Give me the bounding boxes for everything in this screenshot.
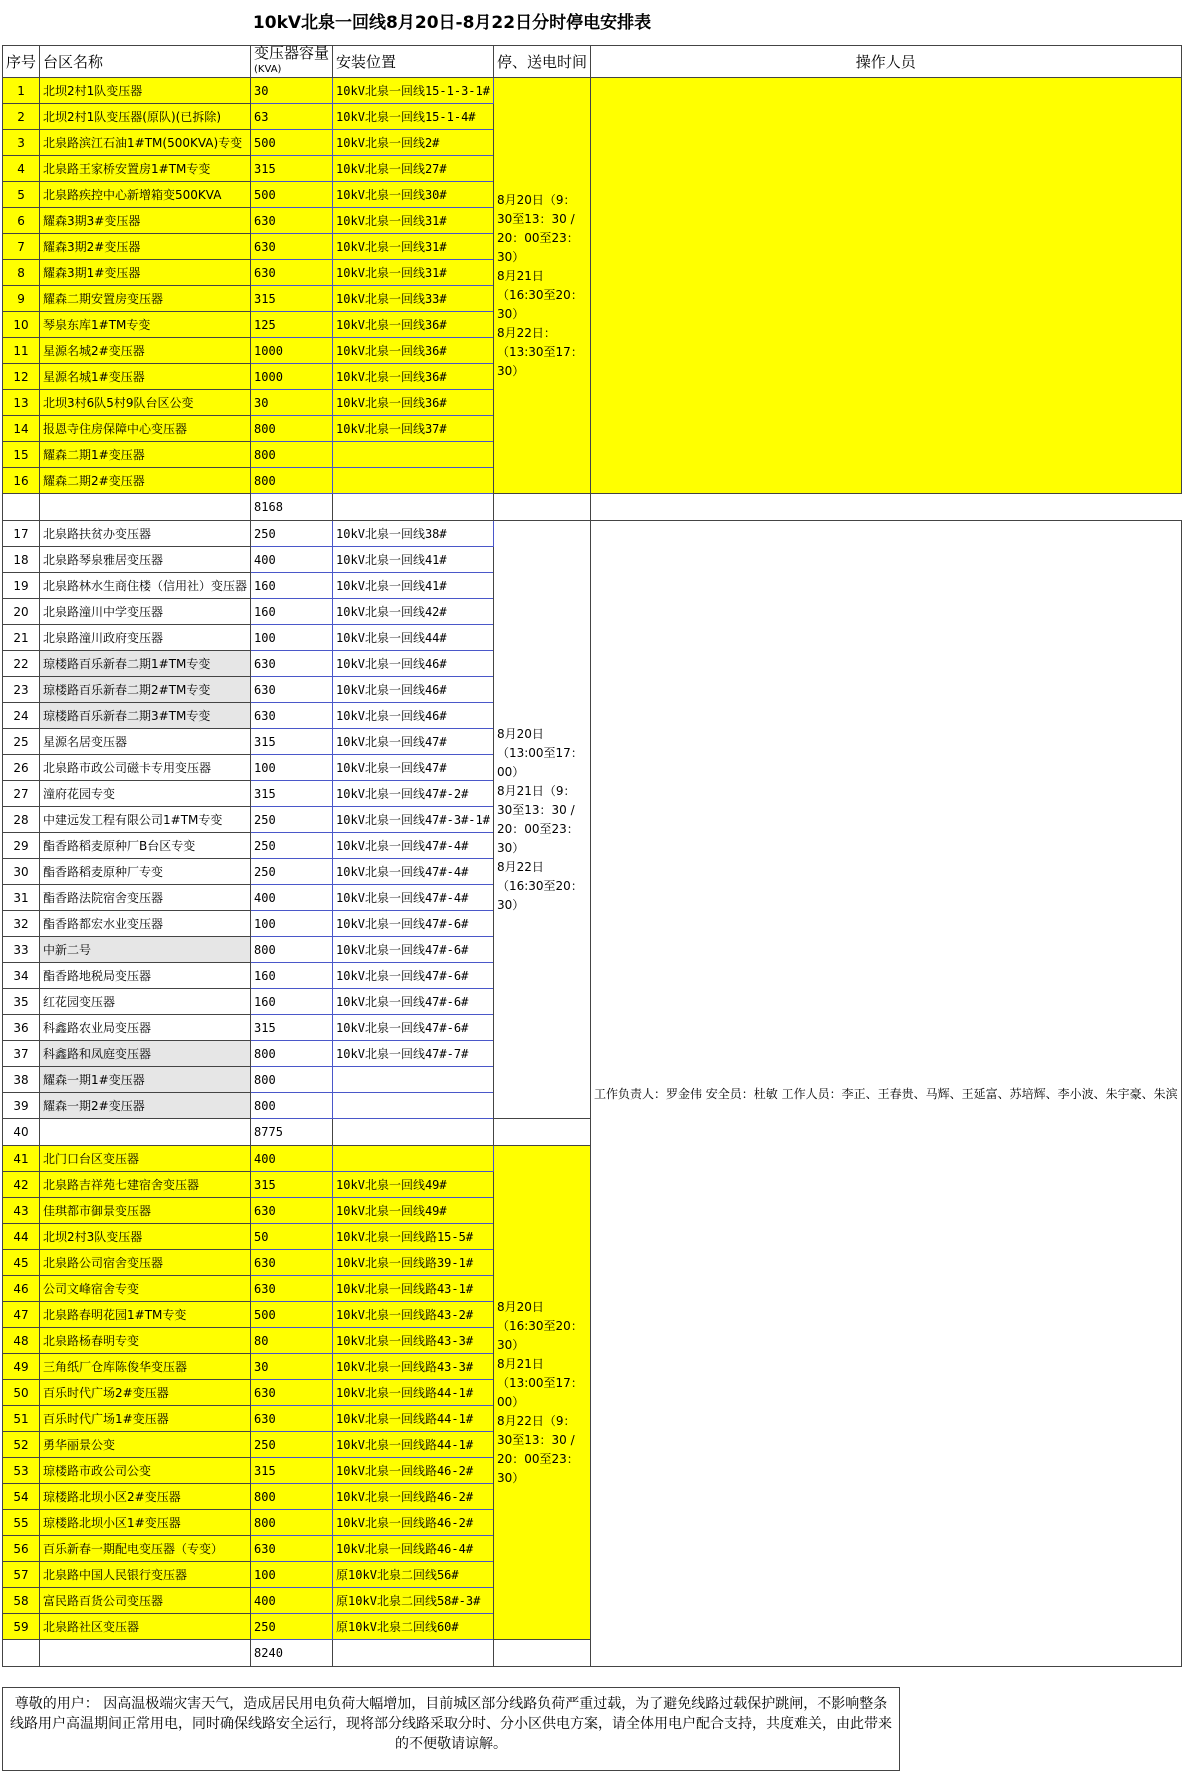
cell-capacity[interactable]: 630 bbox=[251, 651, 333, 677]
cell-seq[interactable]: 45 bbox=[3, 1250, 40, 1276]
cell-capacity[interactable]: 400 bbox=[251, 1146, 333, 1172]
cell-location[interactable]: 10kV北泉一回线31# bbox=[333, 260, 494, 286]
cell-subtotal-blank[interactable] bbox=[493, 1640, 590, 1667]
cell-name[interactable]: 报恩寺住房保障中心变压器 bbox=[40, 416, 251, 442]
cell-location[interactable]: 10kV北泉一回线47#-6# bbox=[333, 937, 494, 963]
cell-seq[interactable]: 28 bbox=[3, 807, 40, 833]
cell-capacity[interactable]: 630 bbox=[251, 1276, 333, 1302]
cell-location[interactable]: 10kV北泉一回线15-1-3-1# bbox=[333, 78, 494, 104]
cell-location[interactable]: 10kV北泉一回线36# bbox=[333, 338, 494, 364]
cell-name[interactable]: 中建远发工程有限公司1#TM专变 bbox=[40, 807, 251, 833]
cell-name[interactable]: 北泉路滨江石油1#TM(500KVA)专变 bbox=[40, 130, 251, 156]
cell-location[interactable]: 10kV北泉一回线36# bbox=[333, 312, 494, 338]
cell-capacity[interactable]: 630 bbox=[251, 703, 333, 729]
cell-seq[interactable]: 19 bbox=[3, 573, 40, 599]
cell-location[interactable]: 10kV北泉一回线47#-4# bbox=[333, 885, 494, 911]
table-body bbox=[3, 78, 1182, 1667]
cell-capacity[interactable]: 800 bbox=[251, 442, 333, 468]
cell-seq[interactable]: 39 bbox=[3, 1093, 40, 1119]
cell-name[interactable]: 酯香路稻麦原种厂专变 bbox=[40, 859, 251, 885]
cell-capacity[interactable]: 315 bbox=[251, 1458, 333, 1484]
cell-capacity[interactable]: 30 bbox=[251, 390, 333, 416]
cell-location[interactable]: 10kV北泉一回线47#-6# bbox=[333, 963, 494, 989]
cell-capacity[interactable]: 500 bbox=[251, 130, 333, 156]
cell-name[interactable]: 勇华丽景公变 bbox=[40, 1432, 251, 1458]
cell-capacity[interactable]: 100 bbox=[251, 755, 333, 781]
cell-location[interactable]: 原10kV北泉二回线58#-3# bbox=[333, 1588, 494, 1614]
cell-seq[interactable]: 35 bbox=[3, 989, 40, 1015]
cell-capacity[interactable]: 630 bbox=[251, 260, 333, 286]
cell-name[interactable]: 星源名城1#变压器 bbox=[40, 364, 251, 390]
cell-seq[interactable]: 37 bbox=[3, 1041, 40, 1067]
notice-text: 尊敬的用户： 因高温极端灾害天气，造成居民用电负荷大幅增加，目前城区部分线路负荷严重过载，为了避免线路过载保护跳闸，不影响整条线路用户高温期间正常用电，同时确保线路安全运行，现将部分线路采取分时、分小区供电方案，请全体用电户配合支持，共度难关，由此带来的不便敬请谅解。 bbox=[2, 1687, 900, 1771]
cell-location[interactable]: 10kV北泉一回线路43-3# bbox=[333, 1328, 494, 1354]
cell-location[interactable]: 10kV北泉一回线路43-2# bbox=[333, 1302, 494, 1328]
cell-name[interactable]: 耀森二期2#变压器 bbox=[40, 468, 251, 494]
cell-location[interactable]: 10kV北泉一回线47#-4# bbox=[333, 833, 494, 859]
cell-subtotal-seq[interactable] bbox=[3, 494, 40, 521]
cell-location[interactable]: 10kV北泉一回线47#-2# bbox=[333, 781, 494, 807]
cell-name[interactable]: 北泉路公司宿舍变压器 bbox=[40, 1250, 251, 1276]
cell-name[interactable]: 潼府花园专变 bbox=[40, 781, 251, 807]
cell-location[interactable]: 10kV北泉一回线47#-6# bbox=[333, 911, 494, 937]
cell-location[interactable]: 10kV北泉一回线41# bbox=[333, 573, 494, 599]
cell-seq[interactable]: 21 bbox=[3, 625, 40, 651]
cell-name[interactable]: 北坝2村1队变压器 bbox=[40, 78, 251, 104]
cell-capacity[interactable]: 100 bbox=[251, 625, 333, 651]
cell-name[interactable]: 耀森二期1#变压器 bbox=[40, 442, 251, 468]
cell-seq[interactable]: 23 bbox=[3, 677, 40, 703]
cell-name[interactable]: 北泉路林水生商住楼（信用社）变压器 bbox=[40, 573, 251, 599]
cell-capacity[interactable]: 1000 bbox=[251, 338, 333, 364]
cell-seq[interactable]: 11 bbox=[3, 338, 40, 364]
cell-name[interactable]: 中新二号 bbox=[40, 937, 251, 963]
cell-seq[interactable]: 42 bbox=[3, 1172, 40, 1198]
cell-name[interactable]: 科鑫路和凤庭变压器 bbox=[40, 1041, 251, 1067]
cell-capacity[interactable]: 50 bbox=[251, 1224, 333, 1250]
cell-name[interactable]: 北泉路扶贫办变压器 bbox=[40, 521, 251, 547]
cell-seq[interactable]: 13 bbox=[3, 390, 40, 416]
cell-location[interactable]: 10kV北泉一回线路39-1# bbox=[333, 1250, 494, 1276]
cell-capacity[interactable]: 63 bbox=[251, 104, 333, 130]
cell-seq[interactable]: 55 bbox=[3, 1510, 40, 1536]
cell-seq[interactable]: 10 bbox=[3, 312, 40, 338]
cell-capacity[interactable]: 800 bbox=[251, 1067, 333, 1093]
header-location[interactable]: 安装位置 bbox=[333, 46, 494, 78]
cell-name[interactable]: 科鑫路农业局变压器 bbox=[40, 1015, 251, 1041]
cell-capacity[interactable]: 800 bbox=[251, 1484, 333, 1510]
cell-location[interactable]: 10kV北泉一回线路46-2# bbox=[333, 1510, 494, 1536]
cell-capacity[interactable]: 160 bbox=[251, 989, 333, 1015]
cell-capacity[interactable]: 30 bbox=[251, 78, 333, 104]
cell-name[interactable]: 北泉路吉祥苑七建宿舍变压器 bbox=[40, 1172, 251, 1198]
cell-capacity[interactable]: 250 bbox=[251, 807, 333, 833]
cell-seq[interactable]: 12 bbox=[3, 364, 40, 390]
cell-capacity[interactable]: 250 bbox=[251, 521, 333, 547]
cell-name[interactable]: 北泉路杨春明专变 bbox=[40, 1328, 251, 1354]
subtotal-row bbox=[3, 494, 1182, 521]
header-capacity-line1: 变压器容量 bbox=[254, 44, 330, 62]
cell-seq[interactable]: 49 bbox=[3, 1354, 40, 1380]
cell-seq[interactable]: 25 bbox=[3, 729, 40, 755]
cell-capacity[interactable]: 800 bbox=[251, 1510, 333, 1536]
cell-seq[interactable]: 57 bbox=[3, 1562, 40, 1588]
cell-location[interactable] bbox=[333, 468, 494, 494]
cell-name[interactable]: 公司文峰宿舍专变 bbox=[40, 1276, 251, 1302]
cell-name[interactable]: 星源名居变压器 bbox=[40, 729, 251, 755]
cell-subtotal-capacity[interactable]: 8775 bbox=[251, 1119, 333, 1146]
cell-name[interactable]: 星源名城2#变压器 bbox=[40, 338, 251, 364]
cell-seq[interactable]: 7 bbox=[3, 234, 40, 260]
cell-capacity[interactable]: 630 bbox=[251, 1250, 333, 1276]
cell-seq[interactable]: 38 bbox=[3, 1067, 40, 1093]
cell-location[interactable]: 10kV北泉一回线42# bbox=[333, 599, 494, 625]
header-time[interactable]: 停、送电时间 bbox=[493, 46, 590, 78]
cell-seq[interactable]: 6 bbox=[3, 208, 40, 234]
cell-capacity[interactable]: 250 bbox=[251, 833, 333, 859]
cell-location[interactable]: 10kV北泉一回线33# bbox=[333, 286, 494, 312]
cell-seq[interactable]: 14 bbox=[3, 416, 40, 442]
cell-name[interactable]: 耀森3期1#变压器 bbox=[40, 260, 251, 286]
header-capacity[interactable] bbox=[251, 46, 333, 78]
cell-operator[interactable] bbox=[590, 78, 1181, 494]
cell-seq[interactable]: 30 bbox=[3, 859, 40, 885]
cell-subtotal-blank[interactable] bbox=[333, 1119, 494, 1146]
cell-capacity[interactable]: 630 bbox=[251, 234, 333, 260]
cell-name[interactable]: 琼楼路百乐新春二期2#TM专变 bbox=[40, 677, 251, 703]
cell-subtotal-capacity[interactable]: 8240 bbox=[251, 1640, 333, 1667]
cell-location[interactable]: 10kV北泉一回线37# bbox=[333, 416, 494, 442]
cell-capacity[interactable]: 630 bbox=[251, 1380, 333, 1406]
cell-capacity[interactable]: 630 bbox=[251, 1536, 333, 1562]
cell-capacity[interactable]: 400 bbox=[251, 885, 333, 911]
cell-subtotal-blank[interactable] bbox=[333, 1640, 494, 1667]
cell-capacity[interactable]: 630 bbox=[251, 208, 333, 234]
table-row bbox=[3, 521, 1182, 547]
cell-capacity[interactable]: 500 bbox=[251, 1302, 333, 1328]
cell-name[interactable]: 北泉路社区变压器 bbox=[40, 1614, 251, 1640]
cell-capacity[interactable]: 125 bbox=[251, 312, 333, 338]
cell-seq[interactable]: 59 bbox=[3, 1614, 40, 1640]
cell-name[interactable]: 百乐新春一期配电变压器（专变） bbox=[40, 1536, 251, 1562]
cell-seq[interactable]: 52 bbox=[3, 1432, 40, 1458]
cell-capacity[interactable]: 100 bbox=[251, 1562, 333, 1588]
cell-seq[interactable]: 24 bbox=[3, 703, 40, 729]
cell-location[interactable]: 10kV北泉一回线路46-4# bbox=[333, 1536, 494, 1562]
cell-name[interactable]: 北泉路潼川中学变压器 bbox=[40, 599, 251, 625]
cell-location[interactable]: 10kV北泉一回线47#-6# bbox=[333, 989, 494, 1015]
cell-capacity[interactable]: 250 bbox=[251, 1432, 333, 1458]
cell-name[interactable]: 酯香路法院宿舍变压器 bbox=[40, 885, 251, 911]
cell-name[interactable]: 酯香路都宏水业变压器 bbox=[40, 911, 251, 937]
cell-capacity[interactable]: 250 bbox=[251, 1614, 333, 1640]
cell-seq[interactable]: 54 bbox=[3, 1484, 40, 1510]
cell-name[interactable]: 富民路百货公司变压器 bbox=[40, 1588, 251, 1614]
cell-seq[interactable]: 32 bbox=[3, 911, 40, 937]
header-operator[interactable]: 操作人员 bbox=[590, 46, 1181, 78]
cell-name[interactable]: 北坝3村6队5村9队台区公变 bbox=[40, 390, 251, 416]
cell-name[interactable]: 北泉路中国人民银行变压器 bbox=[40, 1562, 251, 1588]
cell-location[interactable]: 10kV北泉一回线路44-1# bbox=[333, 1406, 494, 1432]
cell-seq[interactable]: 5 bbox=[3, 182, 40, 208]
cell-name[interactable]: 百乐时代广场1#变压器 bbox=[40, 1406, 251, 1432]
cell-seq[interactable]: 2 bbox=[3, 104, 40, 130]
outage-schedule-table bbox=[2, 45, 1182, 1667]
cell-capacity[interactable]: 250 bbox=[251, 859, 333, 885]
cell-capacity[interactable]: 400 bbox=[251, 1588, 333, 1614]
cell-name[interactable]: 北坝2村1队变压器(原队)(已拆除) bbox=[40, 104, 251, 130]
cell-location[interactable]: 10kV北泉一回线27# bbox=[333, 156, 494, 182]
cell-location[interactable]: 原10kV北泉二回线60# bbox=[333, 1614, 494, 1640]
cell-seq[interactable]: 43 bbox=[3, 1198, 40, 1224]
cell-name[interactable]: 百乐时代广场2#变压器 bbox=[40, 1380, 251, 1406]
cell-seq[interactable]: 50 bbox=[3, 1380, 40, 1406]
cell-outage-time[interactable] bbox=[493, 78, 590, 494]
cell-subtotal-capacity[interactable]: 8168 bbox=[251, 494, 333, 521]
cell-location[interactable]: 10kV北泉一回线路44-1# bbox=[333, 1380, 494, 1406]
cell-location[interactable]: 10kV北泉一回线路43-1# bbox=[333, 1276, 494, 1302]
cell-subtotal-blank[interactable] bbox=[40, 1119, 251, 1146]
header-name[interactable]: 台区名称 bbox=[40, 46, 251, 78]
cell-seq[interactable]: 18 bbox=[3, 547, 40, 573]
cell-location[interactable] bbox=[333, 1093, 494, 1119]
cell-subtotal-blank[interactable] bbox=[493, 494, 590, 521]
cell-location[interactable]: 10kV北泉一回线49# bbox=[333, 1198, 494, 1224]
outage-time-text: 8月20日（9：30至13：30 / 20：00至23：30） 8月21日（16:30至20：30） 8月22日：（13:30至17：30） bbox=[496, 192, 583, 378]
cell-location[interactable] bbox=[333, 1146, 494, 1172]
cell-name[interactable]: 北坝2村3队变压器 bbox=[40, 1224, 251, 1250]
outage-time-text: 8月20日（13:00至17：00） 8月21日（9：30至13：30 / 20：00至23：30） 8月22日（16:30至20：30） bbox=[496, 726, 583, 912]
cell-capacity[interactable]: 630 bbox=[251, 677, 333, 703]
cell-seq[interactable]: 4 bbox=[3, 156, 40, 182]
cell-seq[interactable]: 51 bbox=[3, 1406, 40, 1432]
cell-location[interactable]: 10kV北泉一回线46# bbox=[333, 703, 494, 729]
cell-seq[interactable]: 58 bbox=[3, 1588, 40, 1614]
cell-capacity[interactable]: 630 bbox=[251, 1198, 333, 1224]
cell-seq[interactable]: 46 bbox=[3, 1276, 40, 1302]
cell-name[interactable]: 琼楼路市政公司公变 bbox=[40, 1458, 251, 1484]
cell-capacity[interactable]: 1000 bbox=[251, 364, 333, 390]
header-seq[interactable]: 序号 bbox=[3, 46, 40, 78]
cell-name[interactable]: 北泉路潼川政府变压器 bbox=[40, 625, 251, 651]
cell-capacity[interactable]: 315 bbox=[251, 1172, 333, 1198]
header-row bbox=[3, 46, 1182, 78]
cell-location[interactable]: 10kV北泉一回线47#-7# bbox=[333, 1041, 494, 1067]
cell-seq[interactable]: 34 bbox=[3, 963, 40, 989]
cell-location[interactable]: 10kV北泉一回线路15-5# bbox=[333, 1224, 494, 1250]
cell-subtotal-blank[interactable] bbox=[493, 1119, 590, 1146]
table-row bbox=[3, 78, 1182, 104]
cell-capacity[interactable]: 100 bbox=[251, 911, 333, 937]
header-capacity-line2: (KVA) bbox=[254, 64, 282, 75]
cell-capacity[interactable]: 800 bbox=[251, 1041, 333, 1067]
cell-location[interactable]: 10kV北泉一回线44# bbox=[333, 625, 494, 651]
cell-location[interactable]: 10kV北泉一回线2# bbox=[333, 130, 494, 156]
cell-capacity[interactable]: 500 bbox=[251, 182, 333, 208]
cell-location[interactable]: 10kV北泉一回线30# bbox=[333, 182, 494, 208]
cell-location[interactable] bbox=[333, 442, 494, 468]
cell-capacity[interactable]: 160 bbox=[251, 963, 333, 989]
cell-capacity[interactable]: 800 bbox=[251, 937, 333, 963]
cell-location[interactable]: 10kV北泉一回线47#-3#-1# bbox=[333, 807, 494, 833]
cell-location[interactable]: 10kV北泉一回线路43-3# bbox=[333, 1354, 494, 1380]
cell-seq[interactable]: 3 bbox=[3, 130, 40, 156]
cell-subtotal-blank[interactable] bbox=[40, 494, 251, 521]
cell-capacity[interactable]: 315 bbox=[251, 286, 333, 312]
cell-name[interactable]: 酯香路稻麦原种厂B台区专变 bbox=[40, 833, 251, 859]
cell-capacity[interactable]: 80 bbox=[251, 1328, 333, 1354]
cell-name[interactable]: 耀森3期3#变压器 bbox=[40, 208, 251, 234]
cell-seq[interactable]: 1 bbox=[3, 78, 40, 104]
cell-capacity[interactable]: 315 bbox=[251, 1015, 333, 1041]
cell-seq[interactable]: 20 bbox=[3, 599, 40, 625]
cell-seq[interactable]: 9 bbox=[3, 286, 40, 312]
cell-outage-time[interactable] bbox=[493, 521, 590, 1119]
cell-capacity[interactable]: 800 bbox=[251, 416, 333, 442]
cell-subtotal-blank[interactable] bbox=[40, 1640, 251, 1667]
page-title: 10kV北泉一回线8月20日-8月22日分时停电安排表 bbox=[252, 13, 652, 33]
cell-name[interactable]: 北泉路王家桥安置房1#TM专变 bbox=[40, 156, 251, 182]
cell-name[interactable]: 耀森二期安置房变压器 bbox=[40, 286, 251, 312]
cell-location[interactable]: 10kV北泉一回线47#-4# bbox=[333, 859, 494, 885]
cell-name[interactable]: 琼楼路百乐新春二期3#TM专变 bbox=[40, 703, 251, 729]
cell-name[interactable]: 酯香路地税局变压器 bbox=[40, 963, 251, 989]
cell-seq[interactable]: 17 bbox=[3, 521, 40, 547]
cell-seq[interactable]: 44 bbox=[3, 1224, 40, 1250]
cell-seq[interactable]: 26 bbox=[3, 755, 40, 781]
cell-seq[interactable]: 27 bbox=[3, 781, 40, 807]
cell-location[interactable]: 10kV北泉一回线36# bbox=[333, 390, 494, 416]
cell-location[interactable]: 10kV北泉一回线47# bbox=[333, 755, 494, 781]
cell-capacity[interactable]: 315 bbox=[251, 729, 333, 755]
cell-capacity[interactable]: 315 bbox=[251, 781, 333, 807]
cell-seq[interactable]: 31 bbox=[3, 885, 40, 911]
cell-location[interactable]: 10kV北泉一回线47# bbox=[333, 729, 494, 755]
cell-location[interactable]: 10kV北泉一回线49# bbox=[333, 1172, 494, 1198]
cell-capacity[interactable]: 30 bbox=[251, 1354, 333, 1380]
cell-seq[interactable]: 33 bbox=[3, 937, 40, 963]
cell-subtotal-seq[interactable]: 40 bbox=[3, 1119, 40, 1146]
cell-seq[interactable]: 15 bbox=[3, 442, 40, 468]
cell-seq[interactable]: 22 bbox=[3, 651, 40, 677]
cell-location[interactable]: 10kV北泉一回线路44-1# bbox=[333, 1432, 494, 1458]
cell-subtotal-blank[interactable] bbox=[333, 494, 494, 521]
cell-name[interactable]: 耀森3期2#变压器 bbox=[40, 234, 251, 260]
cell-name[interactable]: 北泉路春明花园1#TM专变 bbox=[40, 1302, 251, 1328]
cell-seq[interactable]: 16 bbox=[3, 468, 40, 494]
cell-seq[interactable]: 36 bbox=[3, 1015, 40, 1041]
cell-location[interactable]: 10kV北泉一回线31# bbox=[333, 234, 494, 260]
cell-location[interactable]: 10kV北泉一回线46# bbox=[333, 677, 494, 703]
cell-name[interactable]: 北泉路琴泉雅居变压器 bbox=[40, 547, 251, 573]
cell-name[interactable]: 琼楼路北坝小区2#变压器 bbox=[40, 1484, 251, 1510]
cell-capacity[interactable]: 160 bbox=[251, 573, 333, 599]
cell-name[interactable]: 红花园变压器 bbox=[40, 989, 251, 1015]
cell-location[interactable]: 10kV北泉一回线38# bbox=[333, 521, 494, 547]
cell-name[interactable]: 琼楼路百乐新春二期1#TM专变 bbox=[40, 651, 251, 677]
cell-location[interactable]: 原10kV北泉二回线56# bbox=[333, 1562, 494, 1588]
cell-name[interactable]: 耀森一期1#变压器 bbox=[40, 1067, 251, 1093]
cell-capacity[interactable]: 400 bbox=[251, 547, 333, 573]
cell-name[interactable]: 佳琪都市御景变压器 bbox=[40, 1198, 251, 1224]
cell-location[interactable]: 10kV北泉一回线31# bbox=[333, 208, 494, 234]
cell-name[interactable]: 耀森一期2#变压器 bbox=[40, 1093, 251, 1119]
cell-location[interactable]: 10kV北泉一回线36# bbox=[333, 364, 494, 390]
cell-seq[interactable]: 48 bbox=[3, 1328, 40, 1354]
cell-seq[interactable]: 8 bbox=[3, 260, 40, 286]
cell-location[interactable]: 10kV北泉一回线41# bbox=[333, 547, 494, 573]
cell-location[interactable]: 10kV北泉一回线46# bbox=[333, 651, 494, 677]
cell-name[interactable]: 北泉路市政公司磁卡专用变压器 bbox=[40, 755, 251, 781]
cell-seq[interactable]: 56 bbox=[3, 1536, 40, 1562]
cell-seq[interactable]: 47 bbox=[3, 1302, 40, 1328]
cell-subtotal-seq[interactable] bbox=[3, 1640, 40, 1667]
cell-capacity[interactable]: 800 bbox=[251, 468, 333, 494]
cell-name[interactable]: 北门口台区变压器 bbox=[40, 1146, 251, 1172]
cell-operator-crew[interactable]: 工作负责人：罗金伟 安全员：杜敏 工作人员：李正、王春贵、马辉、王延富、苏培辉、李小波、朱宇豪、朱滨 bbox=[590, 521, 1181, 1667]
cell-location[interactable]: 10kV北泉一回线路46-2# bbox=[333, 1458, 494, 1484]
cell-capacity[interactable]: 160 bbox=[251, 599, 333, 625]
cell-seq[interactable]: 41 bbox=[3, 1146, 40, 1172]
cell-name[interactable]: 三角纸厂仓库陈俊华变压器 bbox=[40, 1354, 251, 1380]
cell-capacity[interactable]: 630 bbox=[251, 1406, 333, 1432]
cell-location[interactable]: 10kV北泉一回线15-1-4# bbox=[333, 104, 494, 130]
cell-outage-time[interactable] bbox=[493, 1146, 590, 1640]
cell-location[interactable] bbox=[333, 1067, 494, 1093]
cell-seq[interactable]: 53 bbox=[3, 1458, 40, 1484]
cell-name[interactable]: 北泉路疾控中心新增箱变500KVA bbox=[40, 182, 251, 208]
cell-name[interactable]: 琴泉东库1#TM专变 bbox=[40, 312, 251, 338]
cell-location[interactable]: 10kV北泉一回线47#-6# bbox=[333, 1015, 494, 1041]
cell-name[interactable]: 琼楼路北坝小区1#变压器 bbox=[40, 1510, 251, 1536]
cell-capacity[interactable]: 315 bbox=[251, 156, 333, 182]
cell-location[interactable]: 10kV北泉一回线路46-2# bbox=[333, 1484, 494, 1510]
outage-time-text: 8月20日（16:30至20：30） 8月21日（13:00至17：00） 8月22日（9：30至13：30 / 20：00至23：30） bbox=[496, 1299, 583, 1485]
cell-capacity[interactable]: 800 bbox=[251, 1093, 333, 1119]
cell-seq[interactable]: 29 bbox=[3, 833, 40, 859]
